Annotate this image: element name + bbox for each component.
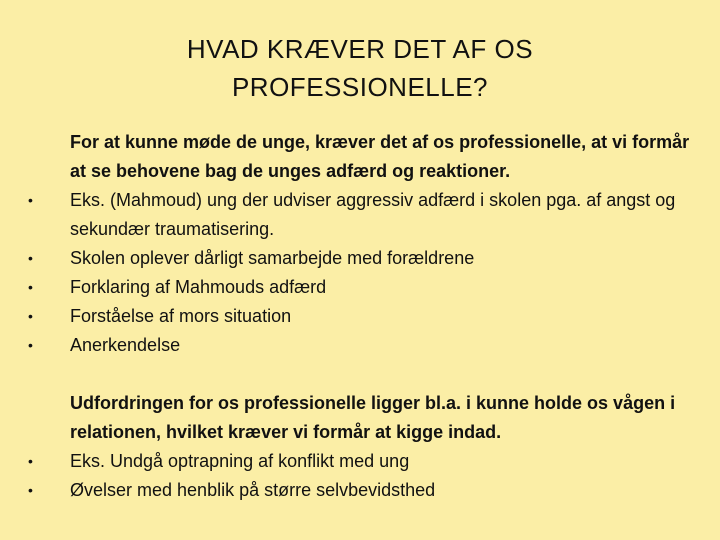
- bullet-icon: •: [28, 308, 33, 324]
- list-item: [20, 302, 710, 331]
- bullet-icon: •: [28, 482, 33, 498]
- bullet-list-1: [20, 186, 710, 360]
- slide-title: [80, 30, 640, 106]
- content-block-1: [20, 128, 710, 360]
- title-line-1: HVAD KRÆVER DET AF OS: [186, 34, 534, 64]
- intro-paragraph-1: For at kunne møde de unge, kræver det af os professionelle, at vi formår at se behovene bag de unges adfærd og reaktioner.: [70, 132, 690, 181]
- list-item-text: Skolen oplever dårligt samarbejde med forældrene: [70, 248, 475, 268]
- intro-paragraph-2: Udfordringen for os professionelle ligger bl.a. i kunne holde os vågen i relationen, hvilket kræver vi formår at kigge indad.: [70, 393, 676, 442]
- list-item-text: Forståelse af mors situation: [70, 306, 292, 326]
- bullet-icon: •: [28, 453, 33, 469]
- list-item-text: Eks. Undgå optrapning af konflikt med ung: [70, 451, 410, 471]
- list-item: [20, 273, 710, 302]
- title-line-2: PROFESSIONELLE?: [231, 72, 489, 102]
- bullet-icon: •: [28, 192, 33, 208]
- list-item: [20, 186, 710, 244]
- list-item-text: Forklaring af Mahmouds adfærd: [70, 277, 327, 297]
- slide-body: [20, 128, 710, 505]
- list-item: [20, 244, 710, 273]
- list-item: [20, 447, 710, 476]
- list-item-text: Øvelser med henblik på større selvbevidsthed: [70, 480, 436, 500]
- bullet-icon: •: [28, 250, 33, 266]
- content-block-2: [20, 389, 710, 505]
- bullet-list-2: [20, 447, 710, 505]
- list-item: [20, 331, 710, 360]
- bullet-icon: •: [28, 337, 33, 353]
- list-item-text: Anerkendelse: [70, 335, 181, 355]
- list-item: [20, 476, 710, 505]
- list-item-text: Eks. (Mahmoud) ung der udviser aggressiv adfærd i skolen pga. af angst og sekundær traumatisering.: [70, 190, 676, 239]
- bullet-icon: •: [28, 279, 33, 295]
